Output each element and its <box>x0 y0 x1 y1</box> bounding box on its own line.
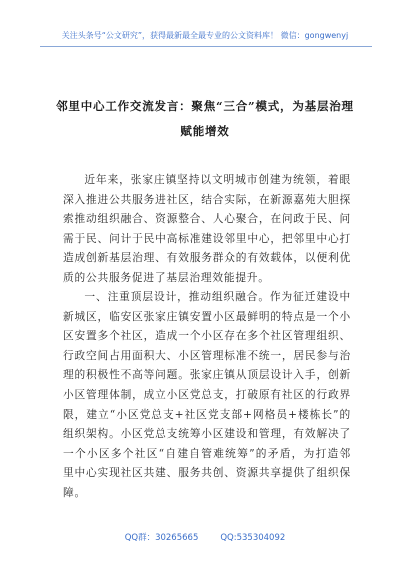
document-title-line-2: 赋能增效 <box>180 124 230 138</box>
footer-qq-contact: QQ:535304092 <box>220 533 286 543</box>
document-body <box>63 170 351 502</box>
footer-qq-group: QQ群：30265665 <box>124 533 199 543</box>
header-divider <box>40 46 372 47</box>
body-paragraph-intro: 近年来，张家庄镇坚持以文明城市创建为统领，着眼深入推进公共服务进社区，结合实际，在新源嘉苑大胆探索推动组织融合、资源整合、人心聚合，在问政于民、问需于民、问计于民中高标准建设邻里中心，把邻里中心打造成创新基层治理、有效服务群众的有效载体，以便利优质的公共服务促进了基层治理效能提升。 <box>63 173 351 284</box>
footer-contact <box>40 531 370 545</box>
body-paragraph-section-1: 一、注重顶层设计，推动组织融合。作为征迁建设中新城区，临安区张家庄镇安置小区最鲜明的特点是一个小区安置多个社区，造成一个小区存在多个社区管理组织、行政空间占用面积大、小区管理标准不统一，居民参与治理的积极性不高等问题。张家庄镇从顶层设计入手，创新小区管理体制，成立小区党总支，打破原有社区的行政界限，建立“小区党总支+社区党支部+网格员+楼栋长”的组织架构。小区党总支统筹小区建设和管理，有效解决了一个小区多个社区“自建自管难统筹”的矛盾，为打造邻里中心实现社区共建、服务共创、资源共享提供了组织保障。 <box>63 290 351 499</box>
header-notice: 关注头条号“公文研究”，获得最新最全最专业的公文资料库！ 微信：gongwenyj <box>61 31 349 40</box>
document-title-line-1: 邻里中心工作交流发言：聚焦“三合”模式，为基层治理 <box>56 99 354 113</box>
